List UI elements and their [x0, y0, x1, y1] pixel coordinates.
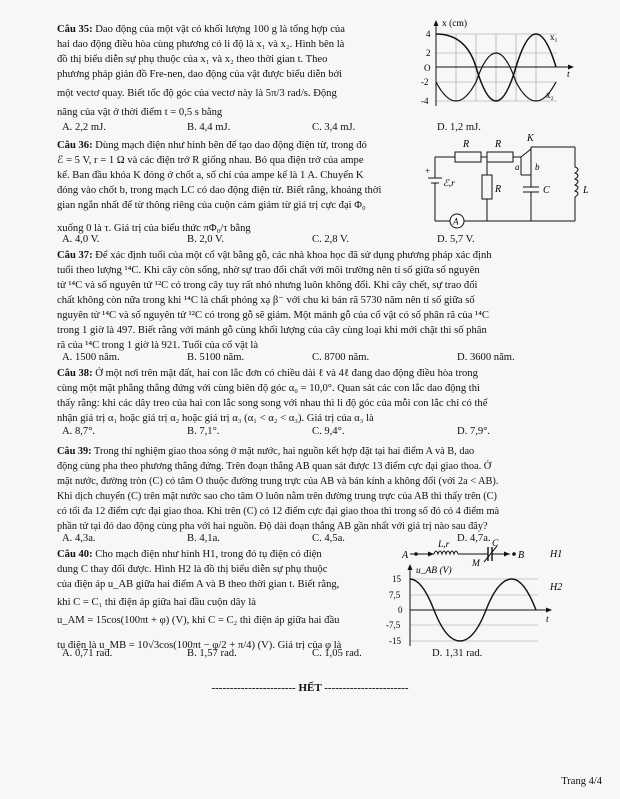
q36-source-label: ℰ,r: [443, 179, 455, 189]
q37-line-1: tuổi theo lượng ¹⁴C. Khi cây còn sống, nhờ sự trao đổi chất với môi trường nên tỉ số giữa số nguyên: [57, 265, 480, 276]
q39-line-1: động cùng pha theo phương thẳng đứng. Trên đoạn thẳng AB quan sát được 13 điểm cực đại giao thoa. Ở: [57, 461, 492, 472]
q35-line-1: hai dao động điều hòa cùng phương có li độ là x₁ và x₂. Hình bên là: [57, 39, 345, 50]
q40-option-d: D. 1,31 rad.: [432, 648, 483, 659]
q36-a-label: a: [515, 162, 520, 172]
q39-label: Câu 39:: [57, 446, 92, 457]
question-39: [57, 444, 569, 534]
q36-option-c: C. 2,8 V.: [312, 234, 349, 245]
q36-option-b: B. 2,0 V.: [187, 234, 224, 245]
q36-b-label: b: [535, 162, 540, 172]
q35-graph-tick-2: 2: [426, 48, 431, 58]
q37-line-4: nguyên tử ¹⁴C và số nguyên tử ¹²C có trong gỗ sẽ giảm. Một mảnh gỗ của cổ vật có số phân rã của ¹⁴C: [57, 310, 489, 321]
q39-option-c: C. 4,5a.: [312, 533, 345, 544]
q37-option-b: B. 5100 năm.: [187, 352, 245, 363]
end-marker: ----------------------- HẾT -----------------------: [211, 682, 409, 694]
q35-line-4: một vectơ quay. Biết tốc độ góc của vectơ này là 5π/3 rad/s. Động: [57, 88, 337, 99]
q35-option-c: C. 3,4 mJ.: [312, 122, 356, 133]
q38-line-1: cùng một mặt phẳng thẳng đứng với cùng biên độ góc α₀ = 10,0°. Quan sát các con lắc dao động thì: [57, 383, 480, 394]
q36-r2-label: R: [495, 139, 502, 150]
q38-option-b: B. 7,1°.: [187, 426, 220, 437]
q40-h2-xlabel: t: [546, 615, 549, 625]
q36-l-label: L: [583, 185, 589, 196]
q37-option-d: D. 3600 năm.: [457, 352, 515, 363]
q35-option-d: D. 1,2 mJ.: [437, 122, 481, 133]
q39-option-d: D. 4,7a.: [457, 533, 491, 544]
page-number: Trang 4/4: [561, 776, 602, 787]
q40-h2-tick-15: 15: [392, 574, 401, 584]
q35-graph-curve2-label: x₂: [546, 90, 554, 100]
q38-label: Câu 38:: [57, 368, 93, 379]
q40-line-3: khi C = C₁ thì điện áp giữa hai đầu cuộn dây là: [57, 597, 256, 608]
q40-line-1: dung C thay đổi được. Hình H2 là đồ thị biểu diễn sự phụ thuộc: [57, 564, 328, 575]
q35-graph-tick-4: 4: [426, 29, 431, 39]
q37-option-a: A. 1500 năm.: [62, 352, 120, 363]
q40-h1-name: H1: [550, 549, 563, 560]
q40-option-b: B. 1,57 rad.: [187, 648, 237, 659]
q36-line-3: đóng vào chốt b, trong mạch LC có dao động điện từ. Biết rằng, khoảng thời: [57, 185, 382, 196]
q40-h1-m-label: M: [472, 559, 480, 569]
q39-line-5: phần tử tại đó dao động cùng pha với hai nguồn. Độ dài đoạn thẳng AB gần nhất với giá trị nào sau đây?: [57, 521, 488, 532]
q40-line-2: của điện áp u_AB giữa hai điểm A và B theo thời gian t. Biết rằng,: [57, 579, 340, 590]
q35-label: Câu 35:: [57, 24, 93, 35]
q38-option-d: D. 7,9°.: [457, 426, 491, 437]
q39-option-a: A. 4,3a.: [62, 533, 96, 544]
q37-line-3: chất không còn nữa trong khi ¹⁴C là chất phóng xạ β⁻ với chu kì bán rã 5730 năm nên tỉ số giữa số: [57, 295, 475, 306]
q36-options: [62, 234, 582, 245]
q39-line-2: mặt nước, đường tròn (C) có tâm O thuộc đường trung trực của AB và bán kính a không đổi (với 2a < AB).: [57, 476, 499, 487]
q39-option-b: B. 4,1a.: [187, 533, 220, 544]
q35-graph-tick-m2: -2: [421, 77, 429, 87]
q40-line-4: u_AM = 15cos(100πt + φ) (V), khi C = C₂ thì điện áp giữa hai đầu: [57, 615, 340, 626]
question-40: [57, 547, 395, 653]
q40-h2-ylabel: u_AB (V): [416, 566, 452, 576]
question-37: [57, 248, 569, 353]
q40-h2-tick-7-5: 7,5: [389, 590, 401, 600]
q35-graph-xlabel: t: [567, 70, 570, 80]
q35-line-3: phương pháp giản đồ Fre-nen, dao động của vật được biểu diễn bởi: [57, 69, 343, 80]
q37-line-6: rã của ¹⁴C trong 1 giờ là 921. Tuổi của cổ vật là: [57, 340, 259, 351]
q36-c-label: C: [543, 185, 550, 196]
q38-options: [62, 426, 582, 437]
q36-label: Câu 36:: [57, 140, 93, 151]
q37-option-c: C. 8700 năm.: [312, 352, 370, 363]
q36-r3-label: R: [495, 184, 502, 195]
q35-graph-curve1-label: x₁: [550, 32, 558, 42]
q36-line-4: gian ngắn nhất để từ thông riêng của cuộn cảm giảm từ giá trị cực đại Φ₀: [57, 200, 366, 211]
q36-line-1: ℰ = 5 V, r = 1 Ω và các điện trở R giống nhau. Bỏ qua điện trở của ampe: [57, 155, 364, 166]
q35-line-5: năng của vật ở thời điểm t = 0,5 s bằng: [57, 107, 223, 118]
q40-h1-c-label: C: [492, 539, 499, 549]
q40-h1-a-label: A: [402, 550, 409, 561]
q40-h2-tick-m15: -15: [389, 636, 401, 646]
q40-line-5: tụ điện là u_MB = 10√3cos(100πt − φ/2 + π/4) (V). Giá trị của φ là: [57, 640, 342, 651]
q40-h1-b-label: B: [518, 550, 525, 561]
q36-k-label: K: [527, 133, 534, 144]
q35-graph-tick-o: O: [424, 63, 431, 73]
q40-label: Câu 40:: [57, 549, 93, 560]
q36-circuit: [425, 125, 595, 235]
q40-graph-h2: [388, 562, 578, 652]
q36-ammeter-label: A: [453, 216, 459, 227]
q40-h2-tick-0: 0: [398, 605, 403, 615]
q39-line-4: có tối đa 12 điểm cực đại giao thoa. Khi trên (C) có 12 điểm cực đại giao thoa thì trong số đó có 4 điểm mà: [57, 506, 500, 517]
q35-graph-tick-m4: -4: [421, 96, 429, 106]
q40-line-0: Cho mạch điện như hình H1, trong đó tụ điện có điện: [95, 549, 322, 560]
q40-option-a: A. 0,71 rad.: [62, 648, 113, 659]
q36-plus-label: +: [425, 166, 431, 176]
q38-option-a: A. 8,7°.: [62, 426, 96, 437]
q40-h2-tick-m7-5: -7,5: [386, 620, 401, 630]
q38-line-2: thấy rằng: khi các dây treo của hai con lắc song song với nhau thì li độ góc của mỗi con lắc chỉ có thể: [57, 398, 488, 409]
q40-h2-name: H2: [550, 582, 563, 593]
q37-line-2: tử ¹⁴C và số nguyên tử ¹²C có trong cây tuy rất nhỏ nhưng luôn không đổi. Khi cây chết, sự trao đổi: [57, 280, 478, 291]
q36-line-5: xuống 0 là τ. Giá trị của biểu thức πΦ₀/τ bằng: [57, 223, 251, 234]
q37-line-0: Để xác định tuổi của một cổ vật bằng gỗ, các nhà khoa học đã sử dụng phương pháp xác định: [95, 250, 492, 261]
q40-option-c: C. 1,05 rad.: [312, 648, 362, 659]
q40-h1-lr-label: L,r: [438, 540, 450, 550]
q36-option-d: D. 5,7 V.: [437, 234, 475, 245]
q35-option-a: A. 2,2 mJ.: [62, 122, 106, 133]
q38-line-0: Ở một nơi trên mặt đất, hai con lắc đơn có chiều dài ℓ và 4ℓ đang dao động điều hòa trong: [95, 368, 478, 379]
q38-option-c: C. 9,4°.: [312, 426, 345, 437]
q36-r1-label: R: [463, 139, 470, 150]
q35-graph-ylabel: x (cm): [442, 19, 468, 29]
question-35: [57, 22, 413, 120]
question-38: [57, 366, 569, 426]
q39-line-0: Trong thí nghiệm giao thoa sóng ở mặt nước, hai nguồn kết hợp đặt tại hai điểm A và B, dao: [94, 446, 475, 457]
q35-option-b: B. 4,4 mJ.: [187, 122, 231, 133]
q36-line-0: Dùng mạch điện như hình bên để tạo dao động điện từ, trong đó: [95, 140, 367, 151]
q37-line-5: trong 1 giờ là 497. Biết rằng với mảnh gỗ cùng khối lượng của cây cùng loại khi mới chặt thì số phân: [57, 325, 487, 336]
q36-option-a: A. 4,0 V.: [62, 234, 100, 245]
question-36: [57, 138, 413, 236]
q35-line-0: Dao động của một vật có khối lượng 100 g là tổng hợp của: [95, 24, 345, 35]
q37-label: Câu 37:: [57, 250, 93, 261]
q35-line-2: đồ thị biểu diễn sự phụ thuộc của x₁ và x₂ theo thời gian t. Theo: [57, 54, 328, 65]
q36-line-2: kế. Ban đầu khóa K đóng ở chốt a, số chỉ của ampe kế là 1 A. Chuyển K: [57, 170, 364, 181]
q38-line-3: nhận giá trị α₁ hoặc giá trị α₂ hoặc giá trị α₃ (α₁ < α₂ < α₃). Giá trị của α₃ là: [57, 413, 374, 424]
q39-line-3: Khi dịch chuyển (C) trên mặt nước sao cho tâm O luôn nằm trên đường trung trực của AB thì thấy trên (C): [57, 491, 497, 502]
q35-graph: [422, 14, 582, 114]
q37-options: [62, 352, 582, 363]
